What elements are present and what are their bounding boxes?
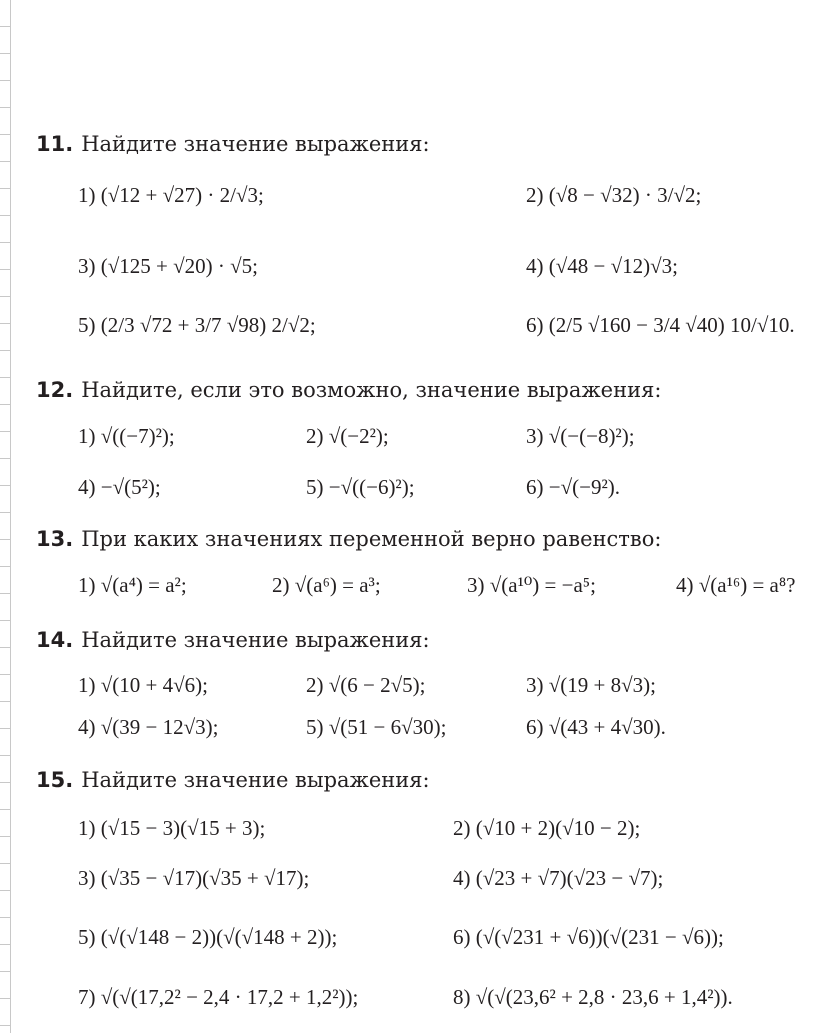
problem-number: 14.: [36, 628, 74, 652]
expression-item: 3) √(a¹⁰) = −a⁵;: [467, 573, 596, 597]
expression-item: 1) √(10 + 4√6);: [78, 673, 208, 697]
expression-item: 5) (√(√148 − 2))(√(√148 + 2));: [78, 925, 338, 949]
expression-item: 8) √(√(23,6² + 2,8 · 23,6 + 1,4²)).: [453, 985, 733, 1009]
problem-title: Найдите значение выражения:: [81, 628, 430, 652]
expression-item: 3) (√125 + √20) · √5;: [78, 254, 258, 278]
problem-13-heading: [36, 527, 661, 551]
expression-item: 5) (2/3 √72 + 3/7 √98) 2/√2;: [78, 313, 316, 337]
problem-title: При каких значениях переменной верно равенство:: [81, 527, 662, 551]
problem-number: 11.: [36, 132, 74, 156]
problem-number: 12.: [36, 378, 74, 402]
expression-item: 1) (√12 + √27) · 2/√3;: [78, 183, 264, 207]
expression-item: 3) √(−(−8)²);: [526, 424, 635, 448]
expression-item: 7) √(√(17,2² − 2,4 · 17,2 + 1,2²));: [78, 985, 359, 1009]
problem-number: 15.: [36, 768, 74, 792]
expression-item: 5) −√((−6)²);: [306, 475, 415, 499]
problem-title: Найдите, если это возможно, значение выражения:: [81, 378, 662, 402]
expression-item: 6) −√(−9²).: [526, 475, 620, 499]
problem-title: Найдите значение выражения:: [81, 768, 430, 792]
problem-14-heading: [36, 628, 430, 652]
expression-item: 1) √((−7)²);: [78, 424, 175, 448]
problem-12-heading: [36, 378, 661, 402]
expression-item: 4) √(39 − 12√3);: [78, 715, 219, 739]
expression-item: 4) (√48 − √12)√3;: [526, 254, 678, 278]
expression-item: 4) (√23 + √7)(√23 − √7);: [453, 866, 664, 890]
problem-title: Найдите значение выражения:: [81, 132, 430, 156]
problem-15-heading: [36, 768, 430, 792]
expression-item: 2) √(a⁶) = a³;: [272, 573, 381, 597]
expression-item: 2) √(−2²);: [306, 424, 389, 448]
problem-number: 13.: [36, 527, 74, 551]
expression-item: 4) √(a¹⁶) = a⁸?: [676, 573, 796, 597]
expression-item: 1) (√15 − 3)(√15 + 3);: [78, 816, 266, 840]
expression-item: 5) √(51 − 6√30);: [306, 715, 447, 739]
expression-item: 2) (√10 + 2)(√10 − 2);: [453, 816, 641, 840]
expression-item: 4) −√(5²);: [78, 475, 161, 499]
expression-item: 6) √(43 + 4√30).: [526, 715, 666, 739]
expression-item: 2) √(6 − 2√5);: [306, 673, 426, 697]
expression-item: 2) (√8 − √32) · 3/√2;: [526, 183, 702, 207]
expression-item: 6) (2/5 √160 − 3/4 √40) 10/√10.: [526, 313, 795, 337]
expression-item: 1) √(a⁴) = a²;: [78, 573, 187, 597]
ruled-margin: [0, 0, 11, 1033]
expression-item: 6) (√(√231 + √6))(√(231 − √6));: [453, 925, 724, 949]
expression-item: 3) √(19 + 8√3);: [526, 673, 656, 697]
problem-11-heading: [36, 132, 430, 156]
expression-item: 3) (√35 − √17)(√35 + √17);: [78, 866, 310, 890]
